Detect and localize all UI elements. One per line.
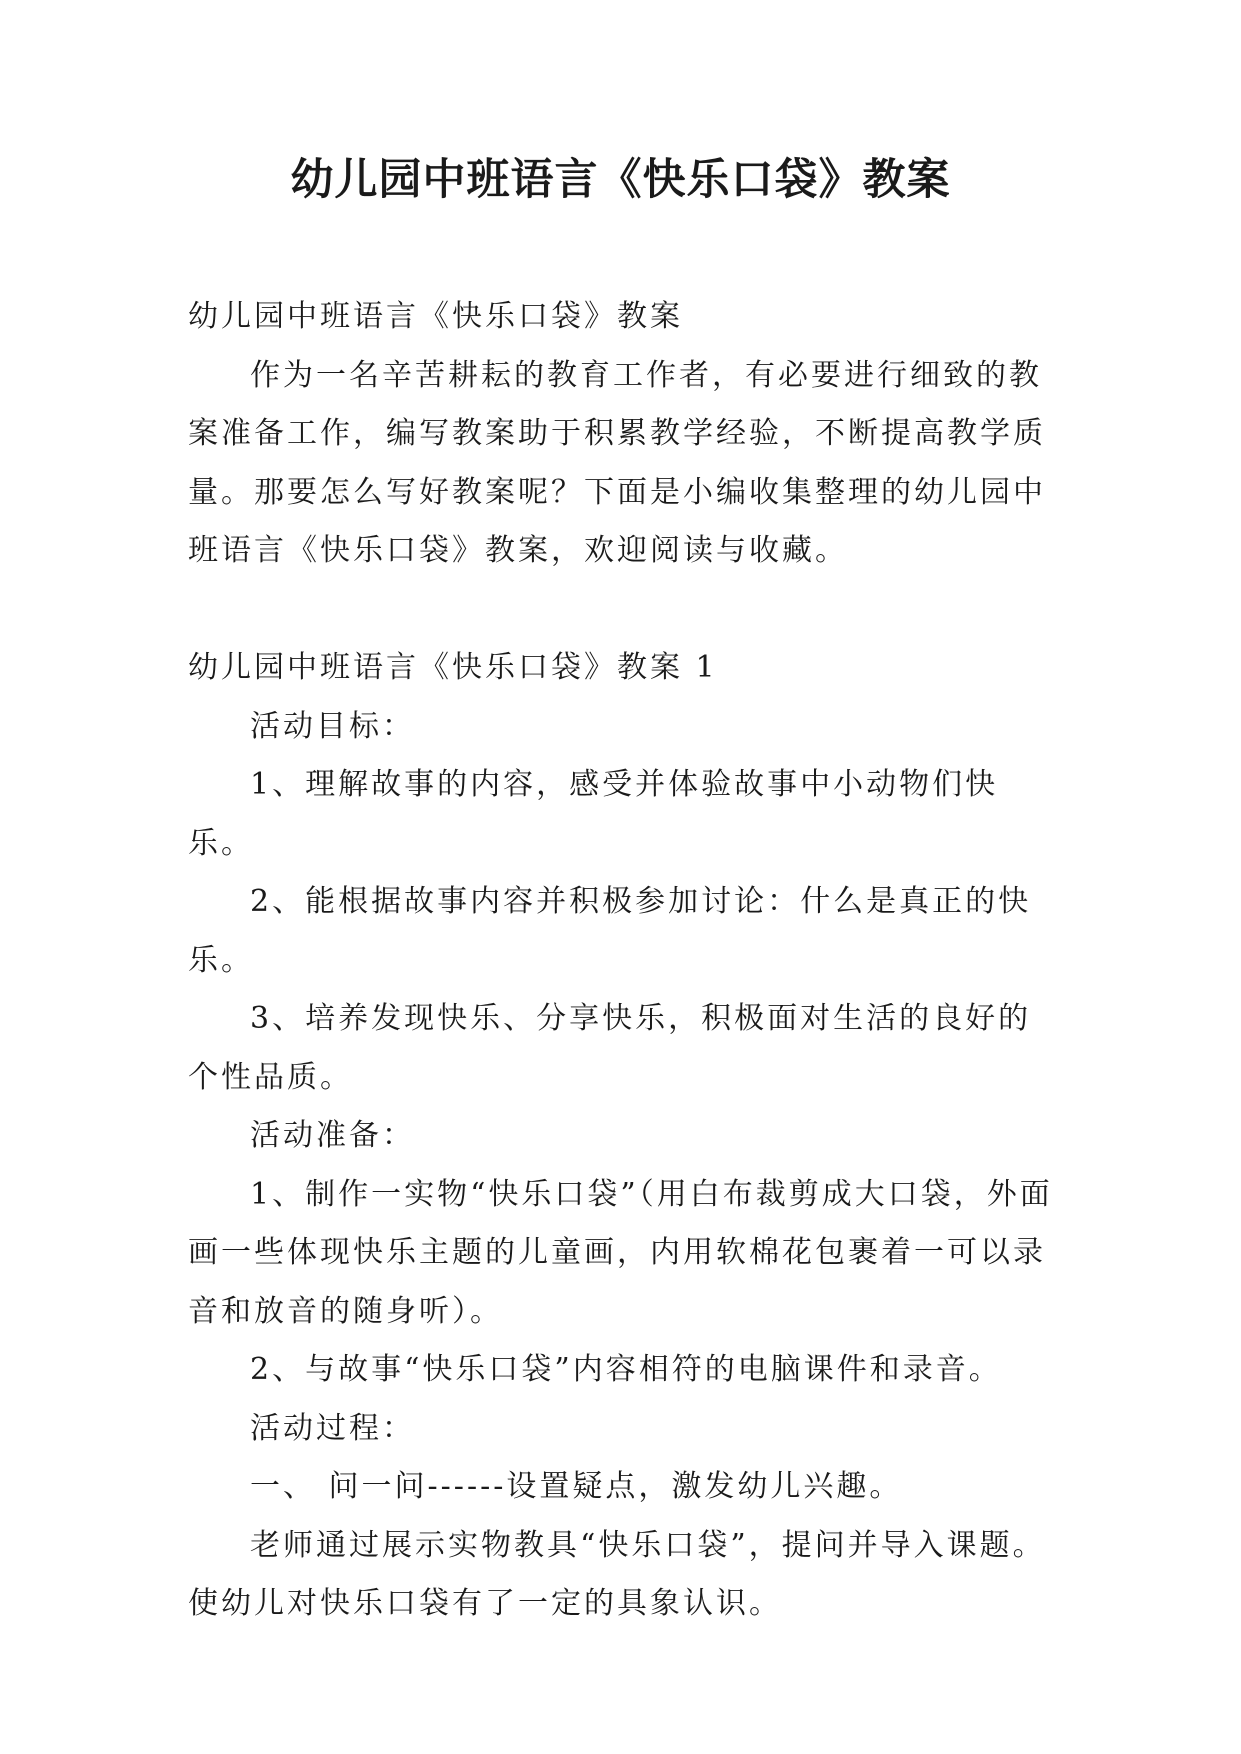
process-heading: 活动过程： bbox=[250, 1410, 415, 1446]
prep-heading: 活动准备： bbox=[250, 1118, 415, 1153]
goal-item-2: 2、能根据故事内容并积极参加讨论：什么是真正的快乐。 bbox=[188, 884, 1032, 978]
goals-heading: 活动目标： bbox=[250, 708, 415, 744]
prep-item-2: 2、与故事“快乐口袋”内容相符的电脑课件和录音。 bbox=[250, 1352, 1002, 1387]
process-step-1-description: 老师通过展示实物教具“快乐口袋”，提问并导入课题。使幼儿对快乐口袋有了一定的具象认识。 bbox=[188, 1527, 1046, 1621]
document-title: 幼儿园中班语言《快乐口袋》教案 bbox=[290, 155, 951, 205]
intro-paragraph: 作为一名辛苦耕耘的教育工作者，有必要进行细致的教案准备工作，编写教案助于积累教学经验，不断提高教学质量。那要怎么写好教案呢？下面是小编收集整理的幼儿园中班语言《快乐口袋》教案，欢迎阅读与收藏。 bbox=[188, 357, 1046, 568]
goal-item-1: 1、理解故事的内容，感受并体验故事中小动物们快乐。 bbox=[188, 767, 999, 861]
section-heading: 幼儿园中班语言《快乐口袋》教案 1 bbox=[188, 650, 718, 685]
subtitle: 幼儿园中班语言《快乐口袋》教案 bbox=[188, 299, 683, 334]
prep-item-1: 1、制作一实物“快乐口袋”（用白布裁剪成大口袋，外面画一些体现快乐主题的儿童画，内用软棉花包裹着一可以录音和放音的随身听）。 bbox=[188, 1176, 1053, 1329]
process-step-1: 一、 问一问------设置疑点，激发幼儿兴趣。 bbox=[250, 1469, 903, 1504]
document-body bbox=[188, 288, 1058, 1634]
paragraph-spacer bbox=[188, 581, 1058, 640]
goal-item-3: 3、培养发现快乐、分享快乐，积极面对生活的良好的个性品质。 bbox=[188, 1001, 1032, 1095]
